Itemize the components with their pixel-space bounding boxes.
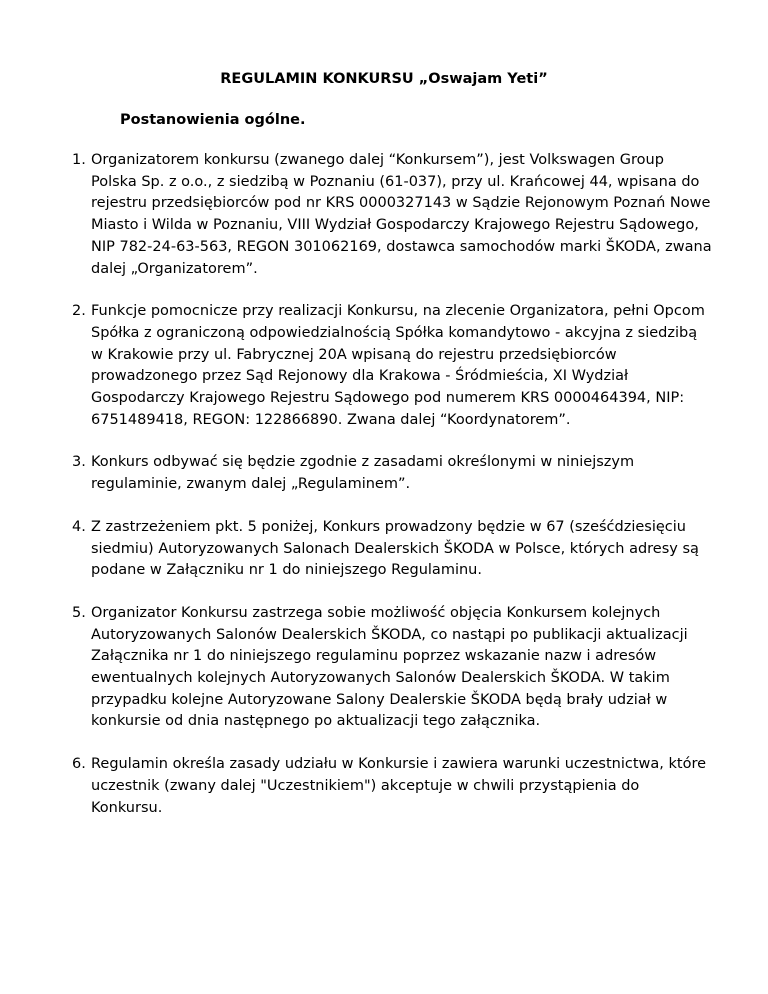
item-text: Z zastrzeżeniem pkt. 5 poniżej, Konkurs prowadzony będzie w 67 (sześćdziesięciu siedmiu) Autoryzowanych Salonach Dealerskich ŠKODA w Polsce, których adresy są podane w Załączniku nr 1 do niniejszego Regulaminu. xyxy=(91,518,699,579)
item-number: 3. xyxy=(72,454,86,471)
list-item xyxy=(72,301,712,431)
item-text: Organizatorem konkursu (zwanego dalej “Konkursem”), jest Volkswagen Group Polska Sp. z o.o., z siedzibą w Poznaniu (61-037), przy ul. Krańcowej 44, wpisana do rejestru przedsiębiorców pod nr KRS 0000327143 w Sądzie Rejonowym Poznań Nowe Miasto i Wilda w Poznaniu, VIII Wydział Gospodarczy Krajowego Rejestru Sądowego, NIP 782-24-63-563, REGON 301062169, dostawca samochodów marki ŠKODA, zwana dalej „Organizatorem”. xyxy=(91,152,712,277)
item-text: Organizator Konkursu zastrzega sobie możliwość objęcia Konkursem kolejnych Autoryzowanych Salonów Dealerskich ŠKODA, co nastąpi po publikacji aktualizacji Załącznika nr 1 do niniejszego regulaminu poprzez wskazanie nazw i adresów ewentualnych kolejnych Autoryzowanych Salonów Dealerskich ŠKODA. W takim przypadku kolejne Autoryzowane Salony Dealerskie ŠKODA będą brały udział w konkursie od dnia następnego po aktualizacji tego załącznika. xyxy=(91,604,688,730)
list-item xyxy=(72,603,712,733)
item-text: Regulamin określa zasady udziału w Konkursie i zawiera warunki uczestnictwa, które uczestnik (zwany dalej "Uczestnikiem") akceptuje w chwili przystąpienia do Konkursu. xyxy=(91,756,707,816)
item-number: 4. xyxy=(72,518,86,535)
list-item xyxy=(72,452,712,495)
item-number: 6. xyxy=(72,756,86,773)
item-text: Funkcje pomocnicze przy realizacji Konkursu, na zlecenie Organizatora, pełni Opcom Spółka z ograniczoną odpowiedzialnością Spółka komandytowo - akcyjna z siedzibą w Krakowie przy ul. Fabrycznej 20A wpisaną do rejestru przedsiębiorców prowadzonego przez Sąd Rejonowy dla Krakowa - Śródmieścia, XI Wydział Gospodarczy Krajowego Rejestru Sądowego pod numerem KRS 0000464394, NIP: 6751489418, REGON: 122866890. Zwana dalej “Koordynatorem”. xyxy=(91,303,705,428)
item-number: 1. xyxy=(72,152,86,168)
list-item xyxy=(72,517,712,582)
item-number: 2. xyxy=(72,303,86,320)
item-number: 5. xyxy=(72,604,86,621)
document-title: REGULAMIN KONKURSU „Oswajam Yeti” xyxy=(220,71,548,87)
provisions-list xyxy=(72,150,712,840)
section-heading: Postanowienia ogólne. xyxy=(120,112,306,128)
list-item xyxy=(72,754,712,819)
item-text: Konkurs odbywać się będzie zgodnie z zasadami określonymi w niniejszym regulaminie, zwanym dalej „Regulaminem”. xyxy=(91,454,635,493)
list-item xyxy=(72,150,712,280)
